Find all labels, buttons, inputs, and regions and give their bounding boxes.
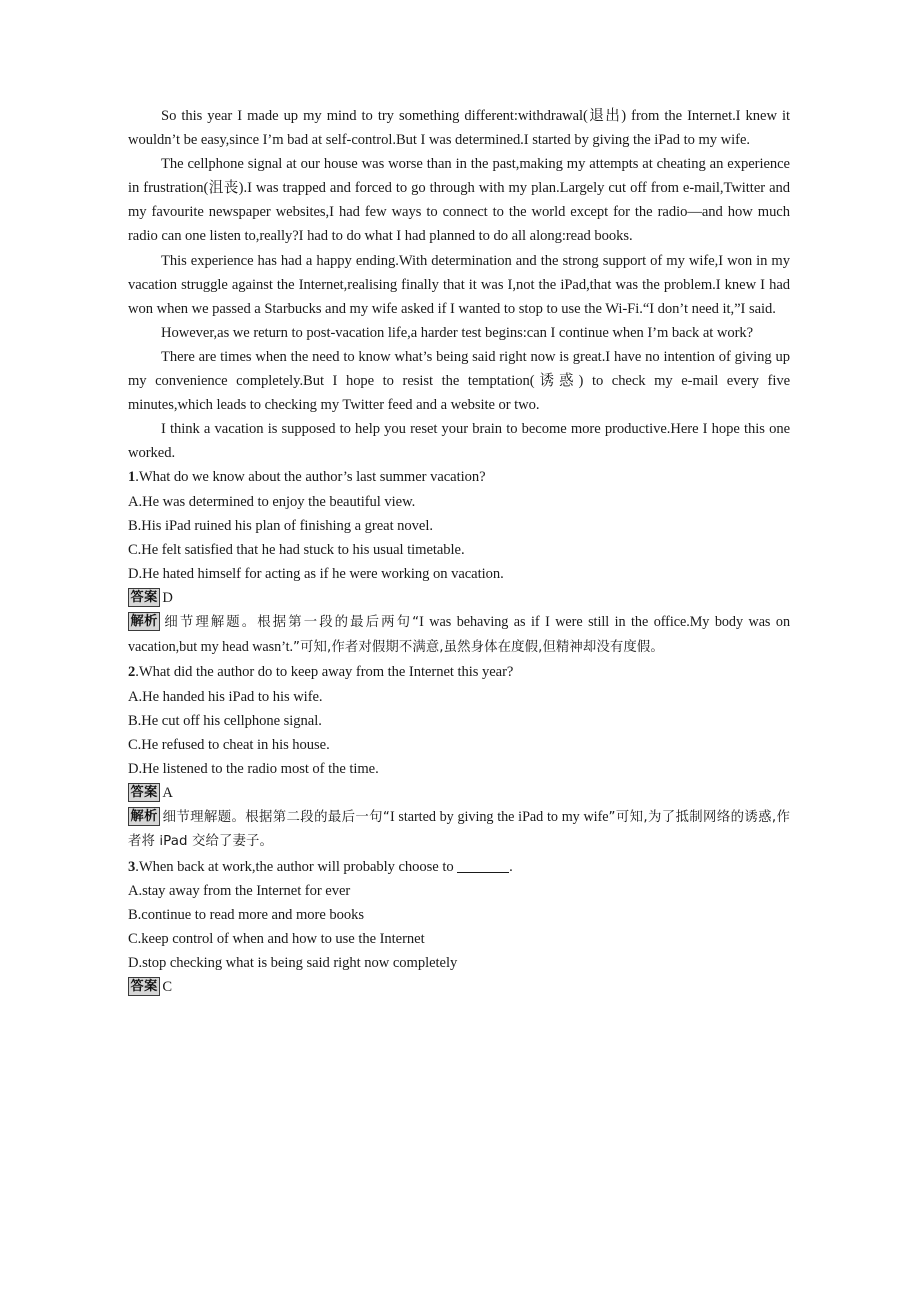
body-paragraph-6: I think a vacation is supposed to help you reset your brain to become more productive.Here I hope this one worked. xyxy=(128,421,790,462)
question-2-stem xyxy=(128,660,790,684)
question-3-text-before-blank: .When back at work,the author will probably choose to xyxy=(135,858,458,875)
question-3-answer-letter: C xyxy=(162,979,173,995)
question-1-analysis-suffix: ”可知,作者对假期不满意,虽然身体在度假,但精神却没有度假。 xyxy=(293,640,664,656)
body-paragraph-3: This experience has had a happy ending.With determination and the strong support of my wife,I won in my vacation struggle against the Internet,realising finally that it was I,not the iPad,that was the problem.I knew I had won when we passed a Starbucks and my wife asked if I wanted to stop to use the Wi-Fi.“I don’t need it,”I said. xyxy=(128,252,790,317)
question-3-answer-blank[interactable] xyxy=(457,872,509,873)
question-1-option-c[interactable]: C.He felt satisfied that he had stuck to his usual timetable. xyxy=(128,541,465,558)
question-3-answer-line xyxy=(128,975,790,999)
question-3-option-d[interactable]: D.stop checking what is being said right now completely xyxy=(128,954,458,971)
question-2-analysis-prefix: 细节理解题。根据第二段的最后一句“ xyxy=(162,810,390,826)
question-1-text: .What do we know about the author’s last summer vacation? xyxy=(135,469,486,486)
question-1-option-d[interactable]: D.He hated himself for acting as if he were working on vacation. xyxy=(128,565,504,582)
question-1-answer-letter: D xyxy=(162,589,173,606)
question-2-option-a[interactable]: A.He handed his iPad to his wife. xyxy=(128,688,323,705)
question-3-number: 3 xyxy=(128,858,136,875)
question-1-option-a[interactable]: A.He was determined to enjoy the beautiful view. xyxy=(128,493,416,510)
body-paragraph-5: There are times when the need to know what’s being said right now is great.I have no intention of giving up my convenience completely.But I hope to resist the temptation(诱惑) to check my e-mail every five minutes,which leads to checking my Twitter feed and a website or two. xyxy=(128,348,790,414)
question-1-analysis-prefix: 细节理解题。根据第一段的最后两句“ xyxy=(162,615,420,631)
question-3-option-a[interactable]: A.stay away from the Internet for ever xyxy=(128,882,351,899)
question-1-analysis-quote: I was behaving as if I were still in the office.My body was on vacation,but my head wasn’t. xyxy=(128,614,790,656)
analysis-tag-2: 解析 xyxy=(128,807,160,826)
question-2-analysis-suffix: ”可知,为了抵制网络的诱惑,作者将 iPad 交给了妻子。 xyxy=(128,810,791,850)
question-3-stem xyxy=(128,855,790,879)
question-3-option-b[interactable]: B.continue to read more and more books xyxy=(128,906,364,923)
question-2-answer-line xyxy=(128,781,790,805)
body-paragraph-4: However,as we return to post-vacation life,a harder test begins:can I continue when I’m back at work? xyxy=(161,324,754,341)
question-2-analysis xyxy=(128,805,790,854)
document-content xyxy=(128,104,790,999)
answer-tag-1: 答案 xyxy=(128,588,160,607)
question-2-text: .What did the author do to keep away from the Internet this year? xyxy=(135,664,514,681)
analysis-tag-1: 解析 xyxy=(128,612,160,631)
question-1-number: 1 xyxy=(128,469,136,486)
question-1-option-b[interactable]: B.His iPad ruined his plan of finishing a great novel. xyxy=(128,517,433,534)
question-2-option-d[interactable]: D.He listened to the radio most of the time. xyxy=(128,760,379,777)
question-2-answer-letter: A xyxy=(162,784,173,801)
body-paragraph-2: The cellphone signal at our house was worse than in the past,making my attempts at cheating an experience in frustration(沮丧).I was trapped and forced to go through with my plan.Largely cut off from e-mail,Twitter and my favourite newspaper websites,I had few ways to connect to the world except for the radio—and how much radio can one listen to,really?I had to do what I had planned to do all along:read books. xyxy=(128,156,790,245)
answer-tag-3: 答案 xyxy=(128,977,160,996)
question-3-option-c[interactable]: C.keep control of when and how to use the Internet xyxy=(128,930,425,947)
answer-tag-2: 答案 xyxy=(128,783,160,802)
question-2-option-b[interactable]: B.He cut off his cellphone signal. xyxy=(128,712,322,729)
question-2-option-c[interactable]: C.He refused to cheat in his house. xyxy=(128,736,330,753)
question-1-stem xyxy=(128,465,790,489)
body-paragraph-1: So this year I made up my mind to try something different:withdrawal(退出) from the Internet.I knew it wouldn’t be easy,since I’m bad at self-control.But I was determined.I started by giving the iPad to my wife. xyxy=(128,108,790,149)
question-3-text-after-blank: . xyxy=(509,858,513,875)
question-1-answer-line xyxy=(128,586,790,610)
question-1-analysis xyxy=(128,610,790,660)
question-2-analysis-quote: I started by giving the iPad to my wife xyxy=(389,809,609,826)
question-2-number: 2 xyxy=(128,664,136,681)
